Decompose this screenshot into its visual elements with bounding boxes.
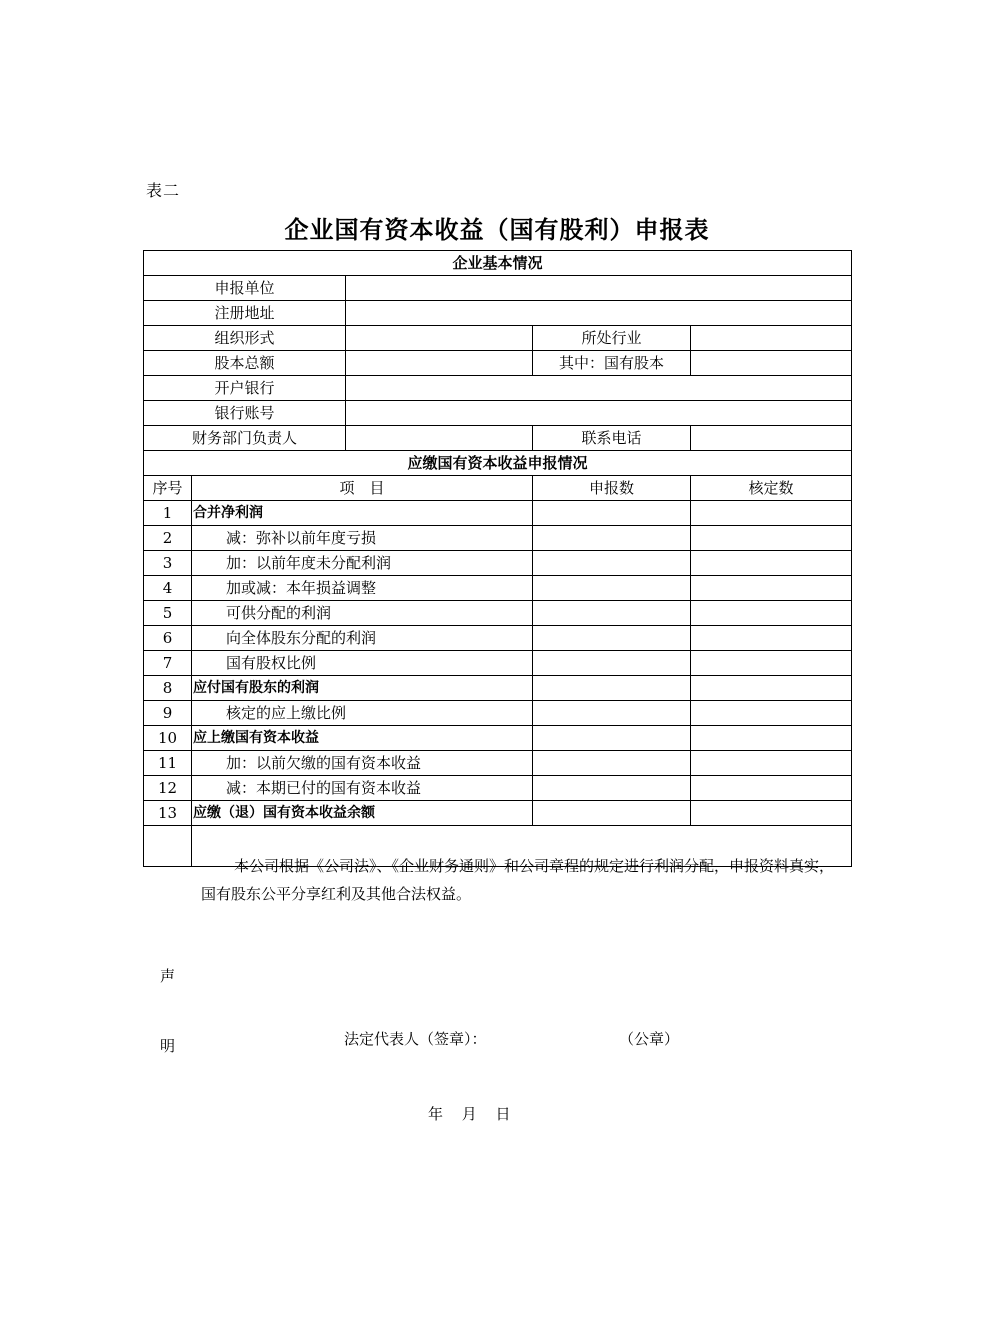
declared-value-cell[interactable] [533,526,691,551]
table-row [144,701,852,726]
field-state-capital[interactable] [691,351,852,376]
row-item: 加：以前欠缴的国有资本收益 [192,751,533,776]
row-item: 减：本期已付的国有资本收益 [192,776,533,801]
row-item: 国有股权比例 [192,651,533,676]
declared-value-cell[interactable] [533,776,691,801]
approved-value-cell[interactable] [691,751,852,776]
declaration-label [144,826,192,1055]
row-account [144,401,852,426]
row-item: 向全体股东分配的利润 [192,626,533,651]
row-item: 加：以前年度未分配利润 [192,551,533,576]
declared-value-cell[interactable] [533,601,691,626]
row-item: 核定的应上缴比例 [192,701,533,726]
table-row [144,551,852,576]
field-total-capital[interactable] [346,351,533,376]
row-item: 应上缴国有资本收益 [192,726,533,751]
approved-value-cell[interactable] [691,651,852,676]
approved-value-cell[interactable] [691,701,852,726]
income-column-headers [144,476,852,501]
row-number: 10 [144,726,192,751]
page-title: 企业国有资本收益（国有股利）申报表 [284,216,710,244]
approved-value-cell[interactable] [691,501,852,526]
declaration-row [144,826,852,867]
declared-value-cell[interactable] [533,801,691,826]
field-bank[interactable] [346,376,852,401]
table-row [144,726,852,751]
row-reg-address [144,301,852,326]
row-item: 减：弥补以前年度亏损 [192,526,533,551]
date-label: 年 月 日 [428,1105,511,1123]
declared-value-cell[interactable] [533,501,691,526]
declared-value-cell[interactable] [533,551,691,576]
label-industry: 所处行业 [533,326,691,351]
label-org-form: 组织形式 [144,326,346,351]
label-finance-head: 财务部门负责人 [144,426,346,451]
row-item: 应付国有股东的利润 [192,676,533,701]
row-number: 2 [144,526,192,551]
row-number: 6 [144,626,192,651]
row-item: 加或减：本年损益调整 [192,576,533,601]
declaration-form-table [143,250,852,1123]
row-number: 1 [144,501,192,526]
declared-value-cell[interactable] [533,726,691,751]
section-title-income: 应缴国有资本收益申报情况 [144,451,852,476]
approved-value-cell[interactable] [691,601,852,626]
declaration-body [192,826,852,1123]
field-account[interactable] [346,401,852,426]
row-number: 4 [144,576,192,601]
col-header-no: 序号 [144,476,192,501]
row-number: 9 [144,701,192,726]
table-row [144,651,852,676]
declared-value-cell[interactable] [533,651,691,676]
row-item: 可供分配的利润 [192,601,533,626]
label-total-capital: 股本总额 [144,351,346,376]
table-row [144,751,852,776]
basic-section-header [144,251,852,276]
label-state-capital: 其中：国有股本 [533,351,691,376]
table-row [144,501,852,526]
declaration-label-char-2: 明 [159,1037,175,1055]
row-item: 应缴（退）国有资本收益余额 [192,801,533,826]
col-header-approved: 核定数 [691,476,852,501]
label-account: 银行账号 [144,401,346,426]
table-row [144,526,852,551]
field-reg-address[interactable] [346,301,852,326]
declared-value-cell[interactable] [533,626,691,651]
approved-value-cell[interactable] [691,626,852,651]
row-number: 8 [144,676,192,701]
row-total-capital [144,351,852,376]
section-title-basic: 企业基本情况 [144,251,852,276]
table-row [144,601,852,626]
declared-value-cell[interactable] [533,576,691,601]
table-row [144,626,852,651]
col-header-item: 项 目 [192,476,533,501]
field-phone[interactable] [691,426,852,451]
declared-value-cell[interactable] [533,676,691,701]
row-item: 合并净利润 [192,501,533,526]
declared-value-cell[interactable] [533,751,691,776]
approved-value-cell[interactable] [691,551,852,576]
declared-value-cell[interactable] [533,701,691,726]
row-number: 11 [144,751,192,776]
approved-value-cell[interactable] [691,801,852,826]
approved-value-cell[interactable] [691,676,852,701]
field-finance-head[interactable] [346,426,533,451]
col-header-declared: 申报数 [533,476,691,501]
row-number: 7 [144,651,192,676]
row-number: 5 [144,601,192,626]
table-row [144,801,852,826]
field-report-unit[interactable] [346,276,852,301]
row-report-unit [144,276,852,301]
signature-label: 法定代表人（签章）： [344,1030,487,1048]
approved-value-cell[interactable] [691,576,852,601]
approved-value-cell[interactable] [691,726,852,751]
row-number: 12 [144,776,192,801]
approved-value-cell[interactable] [691,526,852,551]
row-bank [144,376,852,401]
field-industry[interactable] [691,326,852,351]
table-row [144,776,852,801]
table-number: 表二 [146,181,181,200]
approved-value-cell[interactable] [691,776,852,801]
declaration-text: 本公司根据《公司法》、《企业财务通则》和公司章程的规定进行利润分配，申报资料真实，国有股东公平分享红利及其他合法权益。 [201,857,835,903]
label-reg-address: 注册地址 [144,301,346,326]
row-number: 3 [144,551,192,576]
table-row [144,676,852,701]
field-org-form[interactable] [346,326,533,351]
label-phone: 联系电话 [533,426,691,451]
income-section-header [144,451,852,476]
label-report-unit: 申报单位 [144,276,346,301]
declaration-label-char-1: 声 [159,967,175,985]
row-number: 13 [144,801,192,826]
row-org-form [144,326,852,351]
label-bank: 开户银行 [144,376,346,401]
table-row [144,576,852,601]
seal-label: （公章） [619,1030,680,1048]
row-finance-head [144,426,852,451]
